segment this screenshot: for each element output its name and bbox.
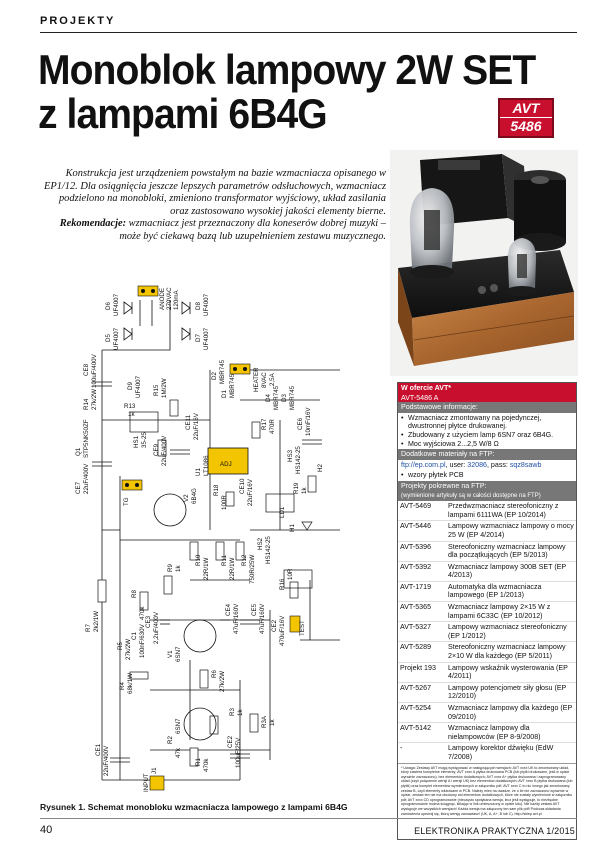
lead-paragraph (44, 168, 386, 244)
related-code: AVT-5365 (398, 602, 446, 622)
related-desc: Przedwzmacniacz stereofoniczny z lampami 6111WA (EP 10/2014) (448, 502, 559, 519)
label-d3v: MBR745 (289, 385, 296, 410)
related-code: AVT-5289 (398, 642, 446, 662)
ftp-pass-label: , pass: (486, 460, 510, 469)
label-r3a: R3A (261, 715, 268, 728)
label-r16v: 10R (287, 568, 294, 580)
label-r18: R18 (213, 484, 220, 496)
label-q1: Q1 (75, 447, 82, 456)
label-d3: D3 (281, 394, 288, 402)
related-desc: Lampowy wskaźnik wysterowania (EP 4/2011) (446, 662, 576, 682)
label-ce6: CE6 (297, 417, 304, 430)
label-c1v: 100nF/630V (139, 624, 146, 658)
label-d9v: UF4007 (135, 375, 142, 398)
label-ce3v: 2,2uF/400V (153, 612, 160, 644)
related-code: AVT-5392 (398, 561, 446, 581)
label-h2: H2 (317, 464, 324, 472)
label-q1v: STP5NK50ZF (83, 419, 90, 458)
label-d4: D4 (265, 394, 272, 402)
label-ce9: CE9 (153, 443, 160, 456)
label-hs3: HS3 (287, 449, 294, 462)
label-ce5v: 47uF/160V (259, 603, 266, 634)
basics-list (398, 413, 576, 449)
label-ce10: CE10 (239, 478, 246, 494)
label-ce2b: CE2 (227, 735, 234, 748)
related-row (398, 682, 576, 702)
label-v1b: 6SN7 (175, 718, 182, 734)
label-ce8: CE8 (83, 363, 90, 376)
label-d2v: MBR745 (219, 359, 226, 384)
related-desc: Wzmacniacz lampowy dla każdego (EP 09/2010) (446, 703, 576, 723)
basics-item: • Wzmacniacz zmontowany na pojedynczej, dwustronnej płytce drukowanej. (401, 414, 573, 431)
label-d1: D1 (221, 390, 228, 398)
label-r15v: 1M/2W (161, 378, 168, 398)
article-title (38, 48, 540, 136)
label-d8: D8 (195, 302, 202, 310)
label-j1: J1 (151, 767, 158, 774)
label-ce11: CE11 (185, 414, 192, 430)
label-d1v: MBR745 (229, 373, 236, 398)
label-r10v: 22R/1W (203, 557, 210, 580)
ftp-user-label: , user: (445, 460, 468, 469)
section-label: PROJEKTY (40, 15, 116, 27)
label-r9: R9 (167, 564, 174, 572)
label-r17v: 470R (269, 419, 276, 434)
related-desc: Wzmacniacz lampowy 300B SET (EP 4/2013) (446, 561, 576, 581)
related-desc: Lampowy wzmacniacz stereofoniczny (EP 1/2012) (446, 622, 576, 642)
label-r8v: 470k (139, 606, 146, 620)
label-r1: R1 (195, 758, 202, 766)
related-table (398, 501, 576, 762)
label-ce2: CE2 (271, 619, 278, 632)
related-row (398, 703, 576, 723)
label-ce11v: 22uF/16V (193, 413, 200, 440)
label-d6v: UF4007 (113, 293, 120, 316)
basics-item: • Zbudowany z użyciem lamp 6SN7 oraz 6B4G. (401, 431, 573, 440)
title-line-2: z lampami 6B4G (38, 90, 327, 137)
related-desc: Automatyka dla wzmacniacza lampowego (EP 1/2013) (446, 581, 576, 601)
label-heater-i: 2,5A (269, 373, 276, 386)
label-ce6v: 10mF/16V (305, 407, 312, 436)
related-code: AVT-5254 (398, 703, 446, 723)
label-d7: D7 (195, 334, 202, 342)
label-heater: HEATER (253, 367, 260, 392)
related-row (398, 541, 576, 561)
label-d2: D2 (211, 372, 218, 380)
related-row (398, 622, 576, 642)
label-v2v: 6B4G (191, 488, 198, 504)
label-r12: R12 (241, 554, 248, 566)
recommendation-label: Rekomendacje: (59, 218, 127, 230)
label-r13v: 1k (128, 411, 135, 418)
related-desc: Lampowy wzmacniacz lampowy o mocy 25 W (EP 4/2014) (446, 521, 576, 541)
related-desc: Lampowy korektor dźwięku (EdW 7/2008) (446, 743, 576, 763)
label-r3av: 1k (269, 719, 276, 726)
amplifier-photo (390, 150, 578, 376)
label-ce9v: 22uF/400V (161, 435, 168, 466)
label-reg-pin: ADJ (220, 461, 232, 468)
label-v1: V1 (167, 650, 174, 658)
footer-rule (40, 818, 577, 819)
label-d5: D5 (105, 334, 112, 342)
avt-badge (498, 98, 554, 138)
label-r5: R5 (117, 642, 124, 650)
page-number: 40 (40, 824, 53, 836)
label-r12v: 750R/25W (249, 554, 256, 584)
lead-text: Konstrukcja jest urządzeniem powstałym na bazie wzmacniacza opisanego w EP1/12. Dla osiągnięcia jeszcze lepszych parametrów odsłuchowych, wzmacniacz podzielono na monobloki, zmieniono transformator wyjściowy, układ zasilania oraz zastosowano wysokiej jakości elementy bierne. (44, 168, 386, 217)
label-d7v: UF4007 (203, 327, 210, 350)
related-code: AVT-5267 (398, 682, 446, 702)
label-r7v: 2k2/1W (93, 611, 100, 632)
badge-line-2: 5486 (500, 117, 552, 135)
label-r11v: 22R/1W (229, 557, 236, 580)
label-r14: R14 (83, 398, 90, 410)
badge-line-1: AVT (512, 100, 540, 116)
ftp-link[interactable]: ftp://ep.com.pl (401, 460, 446, 469)
label-r5v: 27k/2W (125, 639, 132, 660)
title-line-1: Monoblok lampowy 2W SET (38, 46, 536, 93)
related-desc: Wzmacniacz lampowy dla nielampowców (EP 8-9/2008) (446, 723, 576, 743)
label-v1v: 6SN7 (175, 646, 182, 662)
magazine-name: ELEKTRONIKA PRAKTYCZNA 1/2015 (414, 826, 575, 836)
label-r19v: 1k (301, 487, 308, 494)
label-r1v: 470k (203, 758, 210, 772)
label-ce2v: 470uF/16V (279, 615, 286, 646)
label-r18v: 100R (221, 495, 228, 510)
label-d8v: UF4007 (203, 293, 210, 316)
schematic-labels (75, 287, 324, 792)
amplifier-schematic (40, 280, 390, 798)
related-row (398, 662, 576, 682)
basics-title: Podstawowe informacje: (398, 402, 576, 413)
label-hs3v: HS142-25 (295, 446, 302, 474)
related-code: AVT-5446 (398, 521, 446, 541)
figure-caption: Rysunek 1. Schemat monobloku wzmacniacza lampowego z lampami 6B4G (40, 802, 348, 812)
related-code: Projekt 193 (398, 662, 446, 682)
ftp-credentials (398, 460, 576, 471)
label-v2: V2 (183, 494, 190, 502)
label-r4v: 68k/1W (127, 673, 134, 694)
label-r11: R11 (221, 555, 228, 566)
related-code: AVT-5327 (398, 622, 446, 642)
label-heater-v: 8VAC (261, 372, 268, 388)
label-ce5: CE5 (251, 603, 258, 616)
related-row (398, 642, 576, 662)
label-hs2v: HS142-25 (265, 536, 272, 564)
label-r2: R2 (167, 736, 174, 744)
related-code: AVT-5396 (398, 541, 446, 561)
label-ce4v: 47uF/160V (233, 603, 240, 634)
related-desc: Stereofoniczny wzmacniacz lampowy dla początkujących (EP 5/2013) (446, 541, 576, 561)
kit-versions-legend: * Uwaga: Zestawy AVT mogą występować w następujących wersjach: AVT xxxx UK to zmontowany układ, który zawiera kompletne elementy; AVT xxxx A płytka drukowana PCB (lub płytki drukowane, jeśli w opisie wyraźnie zaznaczono), bez elementów dodatkowych; AVT xxxx A+ płytka drukowana i zaprogramowany układ (czyli połączenie wersji A i wersji UK) bez elementów dodatkowych; AVT xxxx B płytka drukowana (lub płytki) oraz komplet elementów wymienionych w załączniku pdf; AVT xxxx C to nic innego jak zmontowany zestaw B, czyli elementy wlutowane w PCB. Należy mieć na uwadze, że o ile nie zaznaczono wyraźnie w opisie, zestaw ten nie ma obudowy ani elementów dodatkowych, które nie zostały wymienione w załączniku pdf; AVT xxxx CD oprogramowanie (nieczęsto spotykana wersja, lecz jeśli występuje, to niezbędne oprogramowanie można ściągnąć, klikając w link umieszczony w opisie kitu). Nie każdy zestaw AVT występuje we wszystkich wersjach! Każda wersja ma załączony ten sam plik pdf! Podczas składania zamówienia upewnij się, którą wersję zamawiasz! (UK, A, A+, B lub C). http://sklep.avt.pl (398, 763, 576, 819)
recommendation-text: wzmacniacz jest przeznaczony dla koneserów dobrej muzyki – może być ciekawą bazą lub uzupełnieniem zestawu muzycznego. (119, 218, 386, 242)
label-anode-i: 120mA (173, 290, 180, 310)
label-r2v: 47k (175, 748, 182, 758)
related-row (398, 602, 576, 622)
label-r14v: 27k/2W (91, 389, 98, 410)
label-anode: ANODE (159, 287, 166, 310)
label-d6: D6 (105, 302, 112, 310)
label-d5v: UF4007 (113, 327, 120, 350)
label-ce10v: 22uF/16V (247, 479, 254, 506)
label-ce1: CE1 (95, 743, 102, 756)
label-anode-v: 270VAC (166, 287, 173, 310)
ftp-title: Dodatkowe materiały na FTP: (398, 449, 576, 460)
label-test: TEST (299, 620, 306, 636)
related-row (398, 561, 576, 581)
label-c1: C1 (131, 632, 138, 640)
basics-item: • Moc wyjściowa 2...2,5 W/8 Ω (401, 440, 573, 449)
label-ce1v: 22uF/400V (103, 745, 110, 776)
label-r15: R15 (153, 384, 160, 396)
label-ce7: CE7 (75, 481, 82, 494)
related-row (398, 743, 576, 763)
ftp-pass: sqz8sawb (509, 460, 542, 469)
label-d9: D9 (127, 382, 134, 390)
related-title: Projekty pokrewne na FTP: (398, 481, 576, 492)
related-desc: Lampowy potencjometr siły głosu (EP 12/2010) (446, 682, 576, 702)
section-rule (40, 32, 577, 33)
label-d4v: MBR745 (273, 385, 280, 410)
label-ce3: CE3 (145, 615, 152, 628)
label-ce2bv: 100uF/25V (235, 737, 242, 768)
avt-offer-box (397, 382, 577, 840)
label-hs1: HS1 (133, 435, 140, 448)
offer-kit: AVT-5486 A (398, 394, 576, 403)
label-hs1v: 35-25 (141, 432, 148, 448)
label-r4: R4 (119, 682, 126, 690)
label-r17: R17 (261, 418, 268, 430)
related-row (398, 581, 576, 601)
related-row (398, 501, 576, 521)
label-ce7v: 22uF/400V (83, 463, 90, 494)
ftp-item: • wzory płytek PCB (401, 471, 573, 480)
label-r3: R3 (229, 708, 236, 716)
label-r7: R7 (85, 624, 92, 632)
label-r6: R6 (211, 670, 218, 678)
label-tg: TG (123, 497, 130, 506)
ftp-items (398, 470, 576, 481)
label-r13: R13 (124, 403, 136, 410)
label-r6v: 27k/2W (219, 671, 226, 692)
label-u1v: LT1086 (203, 455, 210, 476)
ftp-user: 32086 (467, 460, 487, 469)
label-r19: R19 (293, 482, 300, 494)
related-code: - (398, 743, 446, 763)
related-subtitle: (wymienione artykuły są w całości dostępne na FTP) (398, 492, 576, 502)
related-code: AVT-5469 (400, 502, 432, 511)
label-hs2: HS2 (257, 537, 264, 550)
label-r10: R10 (195, 554, 202, 566)
recommendation (44, 218, 386, 243)
related-code: AVT-5142 (398, 723, 446, 743)
label-r8: R8 (131, 590, 138, 598)
related-desc: Wzmacniacz lampowy 2×15 W z lampami 6C33C (EP 10/2012) (446, 602, 576, 622)
related-row (398, 521, 576, 541)
related-row (398, 723, 576, 743)
related-code: AVT-1719 (398, 581, 446, 601)
label-r16: R16 (279, 578, 286, 590)
label-h1: H1 (289, 524, 296, 532)
label-ce8v: 100uF/400V (91, 354, 98, 388)
related-desc: Stereofoniczny wzmacniacz lampowy 2×10 W dla każdego (EP 5/2011) (446, 642, 576, 662)
label-r9v: 1k (175, 565, 182, 572)
label-ld1: LD1 (279, 506, 286, 518)
label-ce4: CE4 (225, 603, 232, 616)
label-input: INPUT (143, 773, 150, 792)
label-r3v: 1k (237, 709, 244, 716)
offer-header: W ofercie AVT* (398, 383, 576, 394)
label-u1: U1 (195, 468, 202, 476)
